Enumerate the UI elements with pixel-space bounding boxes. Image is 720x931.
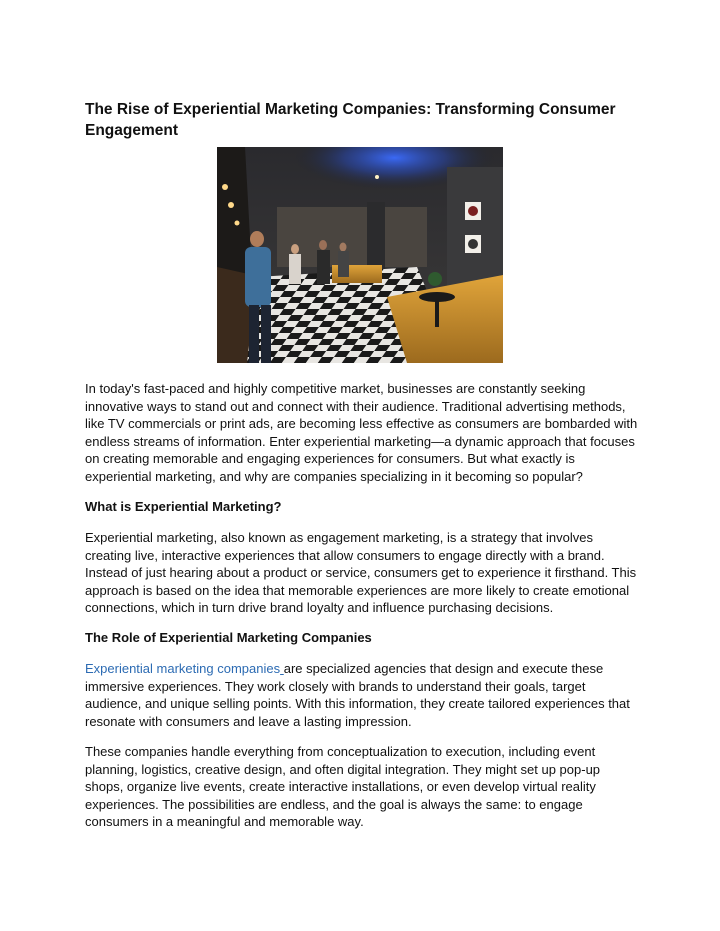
section-body-what-is: Experiential marketing, also known as engagement marketing, is a strategy that involves creating live, interactive experiences that allow consumers to engage directly with a brand. Instead of just hearing about a product or service, consumers get to experience it firsthand. This approach is based on the idea that memorable experiences are more likely to create emotional connections, which in turn drive brand loyalty and influence purchasing decisions. bbox=[85, 530, 637, 616]
article-title: The Rise of Experiential Marketing Companies: Transforming Consumer Engagement bbox=[85, 101, 616, 139]
lounge-photo bbox=[217, 147, 503, 363]
intro-paragraph: In today's fast-paced and highly competitive market, businesses are constantly seeking innovative ways to stand out and connect with their audience. Traditional advertising methods, like TV commercials or print ads, are becoming less effective as consumers are bombarded with endless streams of information. Enter experiential marketing—a dynamic approach that focuses on creating memorable and engaging experiences for consumers. But what exactly is experiential marketing, and why are companies specializing in it becoming so popular? bbox=[85, 381, 638, 484]
section-body-role-text: are specialized agencies that design and execute these immersive experiences. They work closely with brands to understand their goals, target audience, and unique selling points. With this information, they create tailored experiences that resonate with consumers and leave a lasting impression. bbox=[85, 661, 630, 729]
link-text: Experiential marketing companies bbox=[85, 661, 281, 676]
section-body-role bbox=[85, 660, 640, 730]
experiential-marketing-companies-link[interactable] bbox=[85, 661, 284, 676]
section-heading-role: The Role of Experiential Marketing Companies bbox=[85, 630, 372, 645]
section-body-companies-handle: These companies handle everything from conceptualization to execution, including event planning, logistics, creative design, and often digital integration. They might set up pop-up shops, organize live events, create interactive installations, or even develop virtual reality experiences. The possibilities are endless, and the goal is always the same: to engage consumers in a meaningful and memorable way. bbox=[85, 744, 601, 830]
section-heading-what-is: What is Experiential Marketing? bbox=[85, 499, 282, 514]
